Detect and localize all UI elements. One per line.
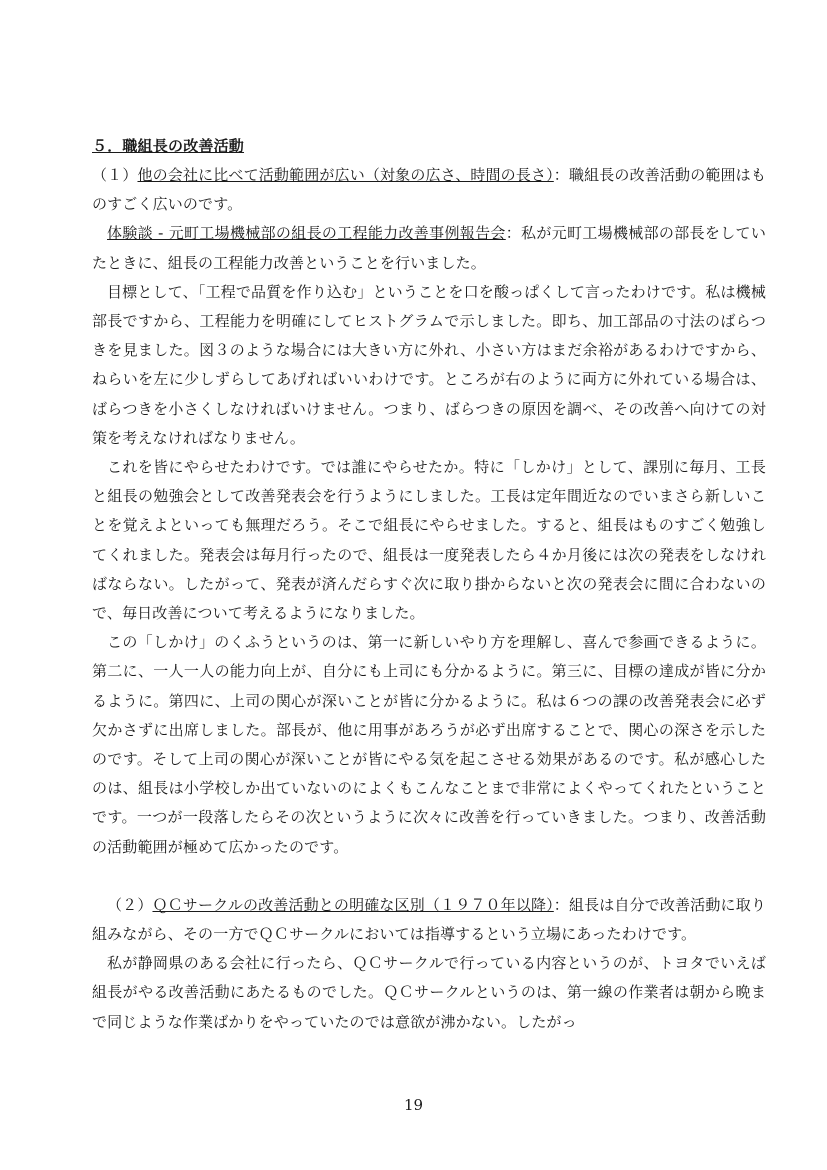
subsection-2-text: ：組長は自分で改善活動に取り組みながら、その一方でＱＣサークルにおいては指導するという立場にあったわけです。 xyxy=(92,895,766,944)
subsection-1 xyxy=(92,161,766,219)
page-number: 19 xyxy=(403,1096,424,1114)
subsection-1-title: 他の会社に比べて活動範囲が広い（対象の広さ、時間の長さ） xyxy=(137,166,554,184)
paragraph-gap xyxy=(92,862,766,891)
subsection-2 xyxy=(92,891,766,949)
subsection-2-title: ＱＣサークルの改善活動との明確な区別（１９７０年以降） xyxy=(152,895,554,914)
report-title: 体験談 - 元町工場機械部の組長の工程能力改善事例報告会 xyxy=(107,224,506,243)
body-paragraph: これを皆にやらせたわけです。では誰にやらせたか。特に「しかけ」として、課別に毎月、工長と組長の勉強会として改善発表会を行うようにしました。工長は定年間近なのでいまさら新しいことを覚えよといっても無理だろう。そこで組長にやらせました。すると、組長はものすごく勉強してくれました。発表会は毎月行ったので、組長は一度発表したら４か月後には次の発表をしなければならない。したがって、発表が済んだらすぐ次に取り掛からないと次の発表会に間に合わないので、毎日改善について考えるようになりました。 xyxy=(92,458,766,623)
body-paragraph-last: 私が静岡県のある会社に行ったら、ＱＣサークルで行っている内容というのが、トヨタでいえば組長がやる改善活動にあたるものでした。ＱＣサークルというのは、第一線の作業者は朝から晩まで同じような作業ばかりをやっていたのでは意欲が沸かない。したがっ xyxy=(92,954,766,1031)
subsection-2-label: （２） xyxy=(107,895,153,914)
report-text: ：私が元町工場機械部の部長をしていたときに、組長の工程能力改善ということを行いました。 xyxy=(92,224,766,272)
body-paragraph: 目標として、「工程で品質を作り込む」ということを口を酸っぱくして言ったわけです。私は機械部長ですから、工程能力を明確にしてヒストグラムで示しました。即ち、加工部品の寸法のばらつきを見ました。図３のような場合には大きい方に外れ、小さい方はまだ余裕があるわけですから、ねらいを左に少しずらしてあげればいいわけです。ところが右のように両方に外れている場合は、ばらつきを小さくしなければいけません。つまり、ばらつきの原因を調べ、その改善へ向けての対策を考えなければなりません。 xyxy=(92,282,766,447)
subsection-1-label: （１） xyxy=(92,166,138,184)
body-paragraph: この「しかけ」のくふうというのは、第一に新しいやり方を理解し、喜んで参画できるように。第二に、一人一人の能力向上が、自分にも上司にも分かるように。第三に、目標の達成が皆に分かるように。第四に、上司の関心が深いことが皆に分かるように。私は６つの課の改善発表会に必ず欠かさずに出席しました。部長が、他に用事があろうが必ず出席することで、関心の深さを示したのです。そして上司の関心が深いことが皆にやる気を起こさせる効果があるのです。私が感心したのは、組長は小学校しか出ていないのによくもこんなことまで非常によくやってくれたということです。一つが一段落したらその次というように次々に改善を行っていきました。つまり、改善活動の活動範囲が極めて広かったのです。 xyxy=(92,633,766,856)
subsection-1-text: ：職組長の改善活動の範囲はものすごく広いのです。 xyxy=(92,166,766,214)
page-body xyxy=(92,132,766,1037)
section-heading: ５．職組長の改善活動 xyxy=(92,137,245,155)
report-paragraph xyxy=(92,219,766,277)
